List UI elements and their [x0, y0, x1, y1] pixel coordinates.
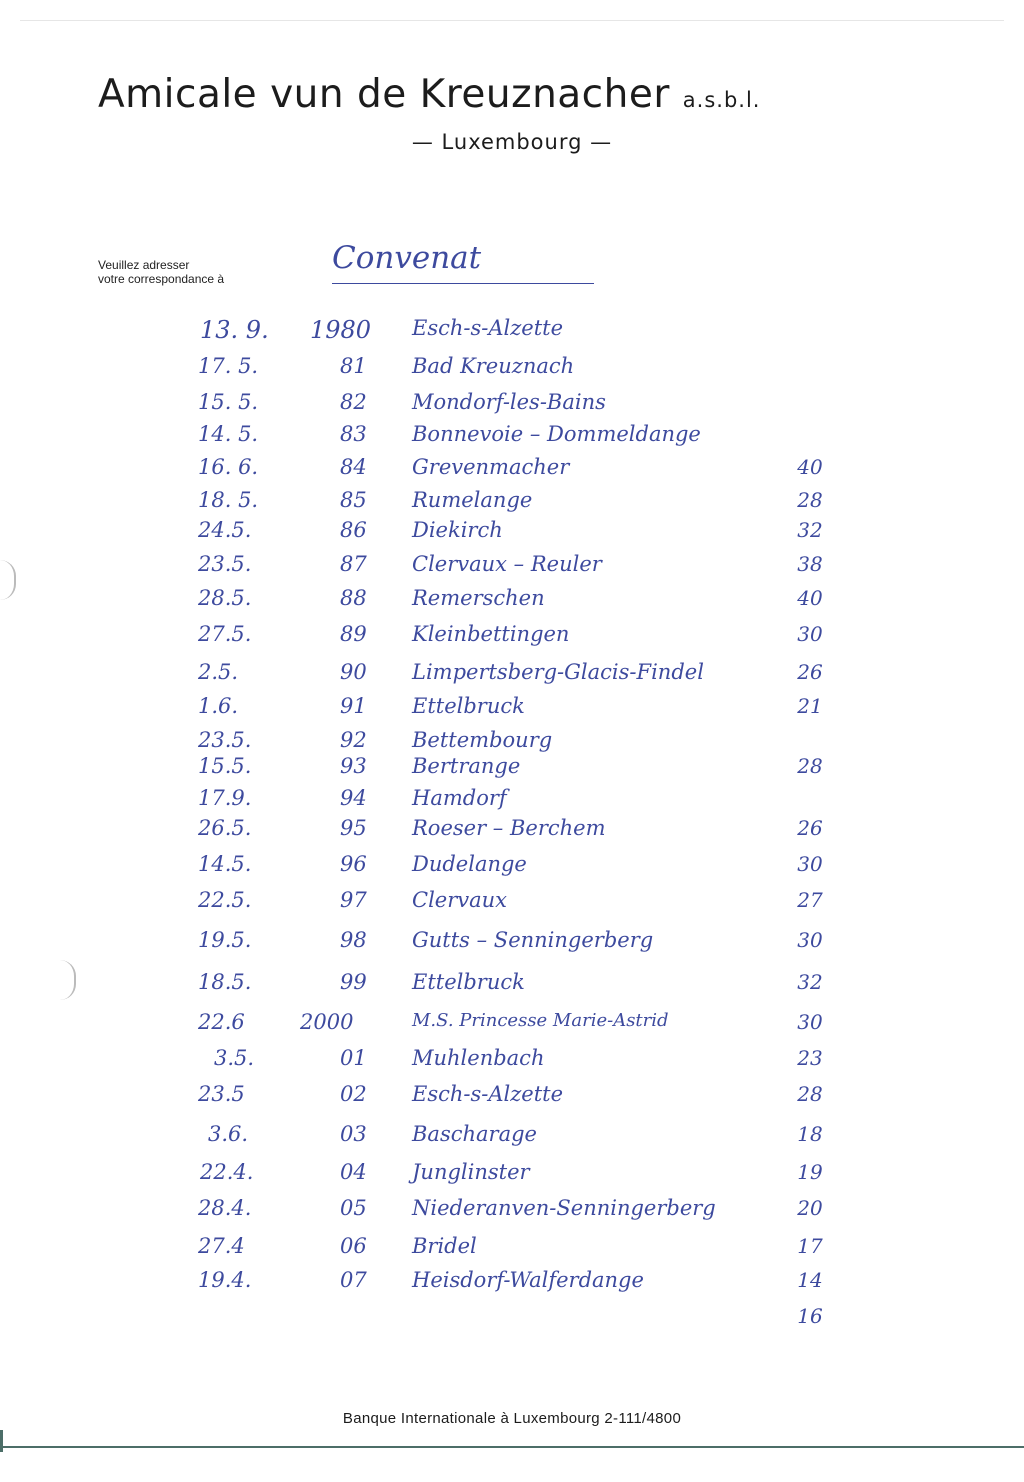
entry-count: 17 [797, 1234, 823, 1258]
entry-date: 24.5. [198, 518, 252, 542]
entry-year: 84 [340, 455, 367, 479]
entry-date: 16. 6. [198, 455, 259, 479]
entry-row [0, 694, 1024, 732]
entry-place: Junglinster [412, 1160, 530, 1184]
entry-date: 14. 5. [198, 422, 259, 446]
entry-place: Bertrange [412, 754, 521, 778]
entry-place: Roeser – Berchem [412, 816, 606, 840]
entry-row [0, 1160, 1024, 1198]
entry-count: 26 [797, 816, 823, 840]
entry-place: Remerschen [412, 586, 545, 610]
entry-row [0, 518, 1024, 556]
entry-year: 02 [340, 1082, 367, 1106]
entry-year: 87 [340, 552, 367, 576]
entry-place: Limpertsberg-Glacis-Findel [412, 660, 704, 684]
entry-row [0, 586, 1024, 624]
entry-row [0, 1196, 1024, 1234]
address-label-line2: votre correspondance à [98, 272, 225, 286]
entry-count: 32 [797, 970, 823, 994]
entry-count: 30 [797, 928, 823, 952]
entry-count: 30 [797, 1010, 823, 1034]
entry-year: 04 [340, 1160, 367, 1184]
entry-date: 3.5. [214, 1046, 255, 1070]
entry-date: 26.5. [198, 816, 252, 840]
bank-details-footer: Banque Internationale à Luxembourg 2-111/4800 [342, 1410, 682, 1427]
entry-year: 90 [340, 660, 367, 684]
entry-date: 18.5. [198, 970, 252, 994]
entry-year: 06 [340, 1234, 367, 1258]
entry-year: 03 [340, 1122, 367, 1146]
association-suffix: a.s.b.l. [682, 88, 761, 112]
entry-date: 15. 5. [198, 390, 259, 414]
entry-year: 82 [340, 390, 367, 414]
entry-year: 89 [340, 622, 367, 646]
edge-mark [0, 1430, 3, 1452]
entry-date: 2.5. [198, 660, 239, 684]
entry-count: 26 [797, 660, 823, 684]
entry-date: 23.5. [198, 728, 252, 752]
entry-date: 15.5. [198, 754, 252, 778]
entry-year: 99 [340, 970, 367, 994]
entry-count: 40 [797, 586, 823, 610]
entry-row [0, 928, 1024, 966]
entry-date: 14.5. [198, 852, 252, 876]
entry-place: Heisdorf-Walferdange [412, 1268, 644, 1292]
entry-date: 3.6. [208, 1122, 249, 1146]
entry-row [0, 888, 1024, 926]
entry-row [0, 816, 1024, 854]
entry-year: 94 [340, 786, 367, 810]
entry-year: 86 [340, 518, 367, 542]
entry-place: Ettelbruck [412, 970, 525, 994]
entry-year: 1980 [310, 316, 372, 344]
entry-place: Grevenmacher [412, 455, 570, 479]
entry-count: 27 [797, 888, 823, 912]
entry-date: 19.5. [198, 928, 252, 952]
entry-count: 32 [797, 518, 823, 542]
entry-place: Bad Kreuznach [412, 354, 575, 378]
entry-count: 19 [797, 1160, 823, 1184]
entry-date: 27.4 [198, 1234, 245, 1258]
entry-year: 97 [340, 888, 367, 912]
entry-date: 28.4. [198, 1196, 252, 1220]
entry-row [0, 852, 1024, 890]
letterhead-subtitle: — Luxembourg — [411, 130, 613, 154]
entry-count: 21 [797, 694, 823, 718]
entry-date: 19.4. [198, 1268, 252, 1292]
entry-row [0, 970, 1024, 1008]
entry-count: 38 [797, 552, 823, 576]
entry-place: Diekirch [412, 518, 503, 542]
entry-count: 16 [797, 1304, 823, 1328]
entry-place: Ettelbruck [412, 694, 525, 718]
entry-date: 18. 5. [198, 488, 259, 512]
entry-place: Esch-s-Alzette [412, 1082, 564, 1106]
entry-date: 17.9. [198, 786, 252, 810]
entry-row [0, 552, 1024, 590]
entry-place: Bascharage [412, 1122, 537, 1146]
entry-date: 22.6 [198, 1010, 245, 1034]
entry-year: 2000 [300, 1010, 354, 1034]
entry-date: 23.5. [198, 552, 252, 576]
entry-place: Mondorf-les-Bains [412, 390, 606, 414]
entry-row [0, 1122, 1024, 1160]
entry-row [0, 354, 1024, 392]
entry-count: 20 [797, 1196, 823, 1220]
entry-row [0, 1234, 1024, 1272]
entry-place: Esch-s-Alzette [412, 316, 564, 340]
entry-count: 28 [797, 488, 823, 512]
entry-date: 27.5. [198, 622, 252, 646]
entry-place: Niederanven-Senningerberg [412, 1196, 716, 1220]
entry-count: 28 [797, 754, 823, 778]
entry-year: 85 [340, 488, 367, 512]
entry-row [0, 1268, 1024, 1306]
entry-date: 23.5 [198, 1082, 245, 1106]
entry-year: 01 [340, 1046, 367, 1070]
entry-year: 05 [340, 1196, 367, 1220]
entry-year: 93 [340, 754, 367, 778]
entry-place: Clervaux – Reuler [412, 552, 602, 576]
entry-date: 22.4. [200, 1160, 254, 1184]
entry-place: M.S. Princesse Marie-Astrid [412, 1010, 669, 1031]
entry-date: 13. 9. [200, 316, 269, 344]
entry-row [0, 1010, 1024, 1048]
entry-date: 28.5. [198, 586, 252, 610]
entry-year: 95 [340, 816, 367, 840]
recipient-handwritten: Convenat [332, 240, 482, 276]
entry-count: 30 [797, 622, 823, 646]
entry-place: Gutts – Senningerberg [412, 928, 654, 952]
entry-place: Clervaux [412, 888, 508, 912]
bottom-rule [0, 1446, 1024, 1448]
entry-year: 92 [340, 728, 367, 752]
entry-place: Dudelange [412, 852, 527, 876]
entry-date: 1.6. [198, 694, 239, 718]
entry-year: 98 [340, 928, 367, 952]
entry-year: 96 [340, 852, 367, 876]
entry-place: Muhlenbach [412, 1046, 545, 1070]
entry-place: Bridel [412, 1234, 477, 1258]
address-label-line1: Veuillez adresser [98, 258, 190, 272]
entry-place: Bonnevoie – Dommeldange [412, 422, 701, 446]
association-name: Amicale vun de Kreuznacher [98, 72, 670, 117]
entry-place: Hamdorf [412, 786, 507, 810]
entry-row [0, 1082, 1024, 1120]
entry-row [0, 622, 1024, 660]
entry-count: 30 [797, 852, 823, 876]
entry-place: Kleinbettingen [412, 622, 570, 646]
entry-year: 91 [340, 694, 367, 718]
entry-place: Rumelange [412, 488, 533, 512]
entry-date: 17. 5. [198, 354, 259, 378]
entry-row [0, 1046, 1024, 1084]
entry-row [0, 660, 1024, 698]
entry-year: 83 [340, 422, 367, 446]
entry-count: 23 [797, 1046, 823, 1070]
entry-row [0, 1304, 1024, 1342]
entry-row [0, 316, 1024, 354]
entry-date: 22.5. [198, 888, 252, 912]
entry-year: 88 [340, 586, 367, 610]
entry-year: 07 [340, 1268, 367, 1292]
entry-place: Bettembourg [412, 728, 553, 752]
entry-count: 14 [797, 1268, 823, 1292]
entry-count: 28 [797, 1082, 823, 1106]
entry-count: 40 [797, 455, 823, 479]
entry-year: 81 [340, 354, 367, 378]
entry-count: 18 [797, 1122, 823, 1146]
